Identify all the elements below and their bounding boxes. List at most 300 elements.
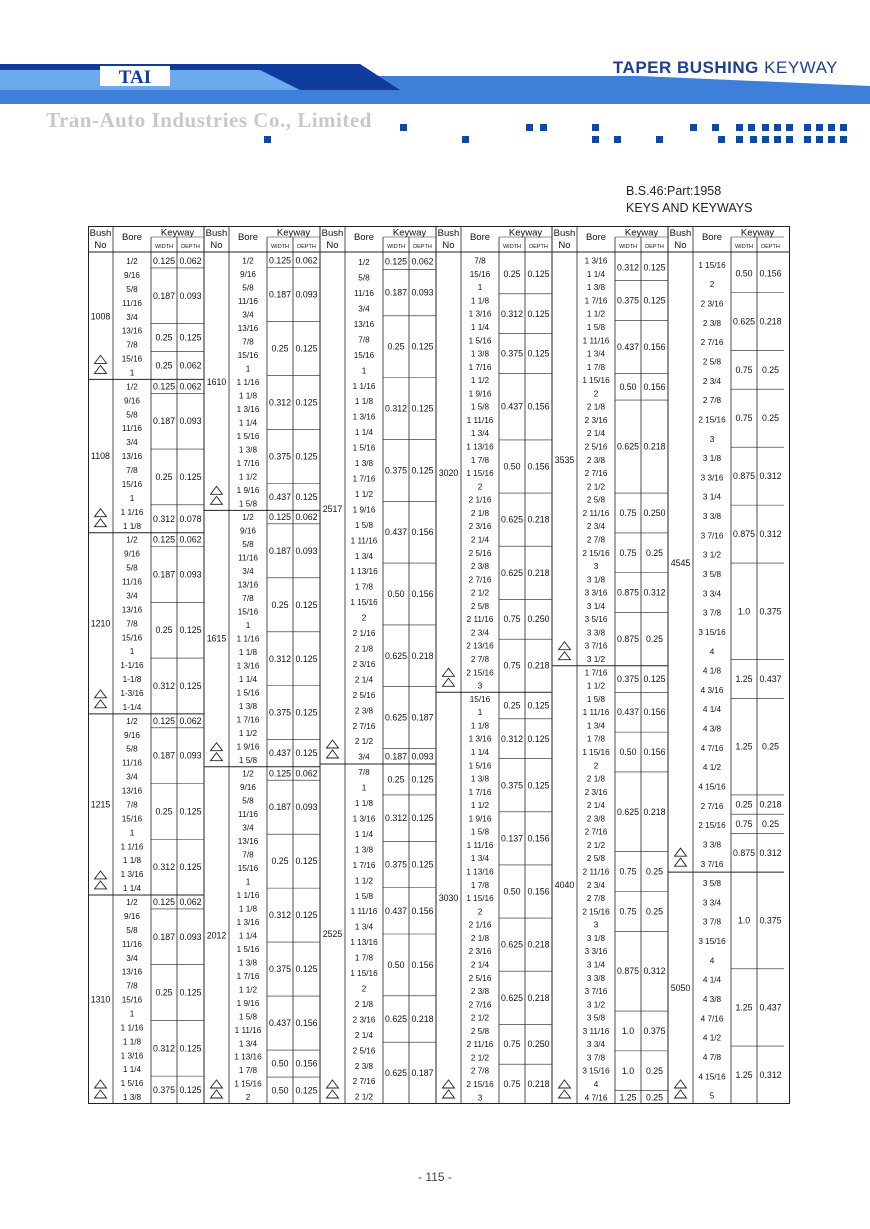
bore-value: 1 1/8 — [238, 647, 258, 657]
bore-value: 1 1/4 — [238, 674, 258, 684]
bore-value: 3/4 — [242, 567, 254, 577]
bore-value: 3 3/8 — [702, 840, 722, 850]
bore-value: 2 5/8 — [586, 495, 606, 505]
bore-value: 1 1/4 — [238, 418, 258, 428]
bore-value: 7/8 — [242, 594, 254, 604]
bore-value: 2 11/16 — [582, 867, 610, 877]
keyway-width-value: 0.312 — [500, 733, 524, 744]
bore-value: 2 1/4 — [470, 960, 490, 970]
bore-value: 1 11/16 — [582, 336, 610, 346]
bore-value: 4 7/16 — [584, 1093, 608, 1103]
keyway-depth-value: 0.125 — [527, 780, 550, 791]
bore-value: 2 1/2 — [470, 1013, 490, 1023]
bore-value: 3 — [477, 1093, 483, 1103]
bore-value: 2 7/16 — [584, 827, 608, 837]
bore-value: 2 3/16 — [352, 659, 376, 669]
header-bore: Bore — [469, 232, 491, 243]
bore-value: 3 15/16 — [698, 627, 726, 637]
bore-value: 1 1/16 — [236, 378, 260, 388]
keyway-depth-value: 0.156 — [643, 381, 666, 392]
bore-value: 3 5/8 — [702, 879, 722, 889]
bore-value: 3 3/4 — [702, 898, 722, 908]
keyway-width-value: 0.312 — [152, 862, 176, 873]
bore-value: 1 1/2 — [238, 985, 258, 995]
keyway-depth-value: 0.156 — [411, 959, 434, 970]
keyway-depth-value: 0.312 — [759, 529, 782, 540]
bore-value: 2 15/16 — [582, 907, 610, 917]
bore-value: 1 15/16 — [698, 260, 726, 270]
keyway-width-value: 0.312 — [500, 308, 524, 319]
bore-value: 3 1/8 — [586, 575, 606, 585]
bore-value: 2 7/16 — [468, 575, 492, 585]
standard-line-1: B.S.46:Part:1958 — [626, 184, 722, 198]
keyway-width-value: 0.125 — [152, 381, 176, 392]
bore-value: 2 1/4 — [586, 429, 606, 439]
bore-value: 11/16 — [122, 758, 142, 768]
caution-triangle-icon — [675, 1080, 687, 1098]
bore-value: 7/8 — [358, 768, 370, 778]
header-keyway: Keyway — [624, 227, 659, 239]
header-width: WIDTH — [734, 244, 754, 250]
keyway-width-value: 0.312 — [268, 397, 292, 408]
bore-value: 3 3/8 — [586, 628, 606, 638]
bore-value: 1 5/8 — [470, 402, 490, 412]
keyway-depth-value: 0.312 — [643, 966, 666, 977]
bore-value: 1 7/8 — [238, 1066, 258, 1076]
bore-value: 13/16 — [121, 786, 143, 796]
keyway-width-value: 0.25 — [735, 799, 753, 810]
bore-value: 3 1/8 — [702, 454, 722, 464]
bush-number: 1610 — [206, 377, 227, 388]
keyway-depth-value: 0.093 — [411, 751, 434, 762]
bore-value: 1 9/16 — [352, 505, 376, 515]
keyway-width-value: 0.625 — [500, 992, 524, 1003]
keyway-width-value: 0.625 — [616, 441, 640, 452]
keyway-width-value: 0.375 — [152, 1085, 176, 1096]
bush-number: 1210 — [90, 618, 111, 629]
keyway-width-value: 1.0 — [621, 1025, 635, 1036]
caution-triangle-icon — [443, 1080, 455, 1098]
keyway-depth-value: 0.062 — [179, 896, 202, 907]
bore-value: 2 7/8 — [702, 396, 722, 406]
bore-value: 1 — [129, 828, 135, 838]
bore-value: 1 1/4 — [122, 884, 142, 894]
keyway-width-value: 0.75 — [619, 547, 637, 558]
keyway-width-value: 0.75 — [619, 906, 637, 917]
bore-value: 3/4 — [126, 312, 138, 322]
bore-value: 1 1/8 — [354, 397, 374, 407]
bore-value: 7/8 — [242, 337, 254, 347]
bore-value: 1/2 — [358, 258, 370, 268]
bore-value: 1 3/8 — [470, 774, 490, 784]
keyway-width-value: 1.0 — [621, 1065, 635, 1076]
bore-value: 2 1/2 — [586, 840, 606, 850]
bore-value: 1 — [129, 493, 135, 503]
keyway-width-value: 0.50 — [271, 1058, 289, 1069]
bore-value: 1 1/16 — [236, 890, 260, 900]
keyway-width-value: 0.437 — [384, 527, 408, 538]
keyway-width-value: 0.125 — [152, 255, 176, 266]
bore-value: 1 5/8 — [586, 322, 606, 332]
bore-value: 3 3/16 — [584, 947, 608, 957]
keyway-depth-value: 0.125 — [411, 774, 434, 785]
header-width: WIDTH — [502, 244, 522, 250]
keyway-depth-value: 0.187 — [411, 712, 434, 723]
keyway-width-value: 0.437 — [616, 707, 640, 718]
bore-value: 2 5/16 — [468, 548, 492, 558]
caution-triangle-icon — [211, 1080, 223, 1098]
header-depth: DEPTH — [761, 244, 780, 250]
bore-value: 2 7/16 — [700, 801, 724, 811]
bore-value: 2 — [593, 389, 599, 399]
keyway-depth-value: 0.125 — [179, 1085, 202, 1096]
bore-value: 2 — [361, 984, 367, 994]
keyway-depth-value: 0.125 — [295, 1085, 318, 1096]
bore-value: 4 1/2 — [702, 1033, 722, 1043]
keyway-depth-value: 0.125 — [411, 341, 434, 352]
caution-triangle-icon — [211, 743, 223, 761]
keyway-width-value: 1.0 — [737, 606, 751, 617]
bore-value: 1 3/16 — [236, 917, 260, 927]
keyway-width-value: 0.312 — [384, 403, 408, 414]
keyway-depth-value: 0.093 — [295, 802, 318, 813]
keyway-width-value: 0.75 — [735, 818, 753, 829]
bore-value: 1 11/16 — [582, 708, 610, 718]
keyway-width-value: 0.375 — [384, 859, 408, 870]
bore-value: 1 1/8 — [122, 521, 142, 531]
bore-value: 1 — [129, 647, 135, 657]
keyway-depth-value: 0.312 — [759, 1070, 782, 1081]
keyway-width-value: 0.312 — [384, 813, 408, 824]
keyway-width-value: 0.875 — [732, 847, 756, 858]
bore-value: 1 7/16 — [352, 860, 376, 870]
keyway-width-value: 0.137 — [500, 833, 524, 844]
bore-value: 2 1/4 — [354, 1030, 374, 1040]
bore-value: 1 13/16 — [350, 567, 378, 577]
bore-value: 4 3/16 — [700, 685, 724, 695]
keyway-width-value: 0.312 — [268, 910, 292, 921]
bore-value: 11/16 — [122, 577, 142, 587]
keyway-depth-value: 0.156 — [411, 589, 434, 599]
bore-value: 2 — [245, 1093, 251, 1103]
keyway-width-value: 0.375 — [268, 707, 292, 718]
bore-value: 1 1/8 — [470, 296, 490, 306]
bore-value: 13/16 — [121, 967, 143, 977]
keyway-width-value: 0.625 — [384, 1068, 408, 1079]
keyway-width-value: 0.75 — [735, 364, 753, 375]
bore-value: 13/16 — [121, 452, 143, 462]
bore-value: 1 15/16 — [234, 1079, 262, 1089]
bore-value: 1 5/16 — [236, 688, 260, 698]
bush-number: 2012 — [206, 930, 227, 941]
bore-value: 2 — [477, 907, 483, 917]
header-no: No — [326, 240, 339, 251]
keyway-depth-value: 0.25 — [645, 906, 664, 917]
bore-value: 1 9/16 — [468, 814, 492, 824]
caution-triangle-icon — [675, 848, 687, 866]
keyway-width-value: 0.50 — [387, 589, 405, 599]
keyway-depth-value: 0.062 — [179, 534, 202, 545]
bore-value: 2 3/8 — [470, 562, 490, 572]
bore-value: 2 — [709, 280, 715, 290]
keyway-depth-value: 0.062 — [411, 256, 434, 267]
bore-value: 2 1/8 — [470, 508, 490, 518]
keyway-width-value: 1.0 — [737, 915, 751, 926]
keyway-depth-value: 0.156 — [527, 886, 550, 897]
keyway-width-value: 0.25 — [503, 700, 521, 711]
keyway-depth-value: 0.218 — [643, 806, 666, 817]
bore-value: 3 7/16 — [700, 531, 724, 541]
bore-value: 3 1/4 — [586, 960, 606, 970]
keyway-width-value: 0.50 — [387, 959, 405, 970]
bore-value: 1 3/16 — [352, 412, 376, 422]
bore-value: 2 7/8 — [470, 1066, 490, 1076]
bore-value: 2 11/16 — [466, 615, 494, 625]
keyway-width-value: 0.25 — [387, 341, 405, 352]
bore-value: 2 3/8 — [354, 1061, 374, 1071]
bore-value: 11/16 — [122, 939, 142, 949]
bore-value: 1 11/16 — [350, 536, 378, 546]
bore-value: 3 1/4 — [702, 492, 722, 502]
bore-value: 15/16 — [237, 351, 259, 361]
bore-value: 1 3/8 — [238, 701, 258, 711]
bore-value: 11/16 — [122, 298, 142, 308]
bore-value: 1 9/16 — [236, 742, 260, 752]
bore-value: 1 1/8 — [238, 391, 258, 401]
bore-value: 7/8 — [126, 466, 138, 476]
header-keyway: Keyway — [740, 227, 775, 239]
bore-value: 2 1/8 — [586, 774, 606, 784]
header-keyway: Keyway — [160, 227, 195, 239]
title-bold: TAPER BUSHING — [612, 58, 759, 77]
bore-value: 2 5/16 — [352, 1046, 376, 1056]
keyway-depth-value: 0.375 — [759, 915, 782, 926]
bore-value: 13/16 — [121, 326, 143, 336]
caution-triangle-icon — [211, 486, 223, 504]
keyway-depth-value: 0.156 — [527, 401, 550, 412]
keyway-depth-value: 0.218 — [527, 939, 550, 950]
keyway-width-value: 0.50 — [619, 747, 637, 758]
bore-value: 4 15/16 — [698, 1072, 726, 1082]
bush-number: 1108 — [91, 451, 110, 462]
bore-value: 1 1/8 — [354, 799, 374, 809]
keyway-width-value: 0.125 — [152, 534, 176, 545]
bore-value: 1 5/16 — [236, 432, 260, 442]
header-width: WIDTH — [386, 244, 406, 250]
header-bush: Bush — [205, 228, 228, 239]
bore-value: 1 — [477, 708, 483, 718]
keyway-depth-value: 0.437 — [759, 674, 782, 684]
bore-value: 2 7/8 — [586, 535, 606, 545]
keyway-width-value: 0.625 — [732, 316, 756, 327]
bore-value: 1 3/4 — [470, 854, 490, 864]
bore-value: 1 1/2 — [238, 472, 258, 482]
bore-value: 1 5/8 — [354, 891, 374, 901]
keyway-width-value: 0.375 — [616, 295, 640, 306]
bore-value: 9/16 — [124, 549, 140, 559]
bore-value: 2 1/2 — [354, 737, 374, 747]
keyway-depth-value: 0.125 — [411, 465, 434, 476]
header-bush: Bush — [669, 228, 692, 239]
title-rest: KEYWAY — [764, 58, 838, 77]
keyway-width-value: 0.875 — [616, 966, 640, 977]
bore-value: 2 3/16 — [700, 299, 724, 309]
bore-value: 15/16 — [121, 995, 143, 1005]
bore-value: 2 5/16 — [468, 973, 492, 983]
keyway-width-value: 0.312 — [152, 513, 176, 524]
keyway-depth-value: 0.125 — [295, 910, 318, 921]
keyway-width-value: 0.437 — [384, 905, 408, 916]
bore-value: 1 3/4 — [470, 429, 490, 439]
caution-triangle-icon — [443, 668, 455, 686]
bore-value: 5/8 — [242, 540, 254, 550]
bore-value: 3 3/8 — [702, 512, 722, 522]
keyway-depth-value: 0.218 — [527, 992, 550, 1003]
bore-value: 1 — [245, 877, 251, 887]
bore-value: 1 1/4 — [238, 931, 258, 941]
keyway-depth-value: 0.125 — [295, 856, 318, 867]
keyway-depth-value: 0.093 — [179, 931, 202, 942]
keyway-width-value: 0.25 — [155, 987, 173, 998]
keyway-width-value: 1.25 — [735, 1070, 753, 1081]
bore-value: 2 1/16 — [468, 920, 492, 930]
header-bore: Bore — [237, 232, 259, 243]
keyway-width-value: 0.75 — [619, 866, 637, 877]
bore-value: 13/16 — [237, 836, 259, 846]
keyway-width-value: 0.75 — [503, 660, 521, 671]
bore-value: 15/16 — [121, 479, 143, 489]
header-bush: Bush — [321, 228, 344, 239]
bore-value: 1 7/16 — [352, 474, 376, 484]
bore-value: 1 5/8 — [586, 694, 606, 704]
keyway-depth-value: 0.125 — [295, 748, 318, 759]
bore-value: 3 7/16 — [584, 641, 608, 651]
keyway-width-value: 1.25 — [619, 1092, 637, 1103]
keyway-width-value: 0.437 — [268, 748, 292, 759]
bore-value: 3 — [593, 920, 599, 930]
keyway-width-value: 0.187 — [152, 569, 176, 580]
keyway-width-value: 0.625 — [500, 514, 524, 525]
keyway-depth-value: 0.125 — [295, 599, 318, 610]
caution-triangle-icon — [559, 1080, 571, 1098]
bore-value: 3 7/16 — [700, 859, 724, 869]
bore-value: 7/8 — [126, 981, 138, 991]
keyway-depth-value: 0.125 — [527, 308, 550, 319]
bore-value: 1/2 — [242, 769, 254, 779]
bore-value: 2 3/16 — [468, 947, 492, 957]
bore-value: 4 1/4 — [702, 705, 722, 715]
keyway-width-value: 0.125 — [268, 768, 292, 779]
bore-value: 2 1/16 — [352, 629, 376, 639]
keyway-depth-value: 0.25 — [761, 413, 780, 424]
bore-value: 1/2 — [126, 716, 138, 726]
keyway-depth-value: 0.156 — [411, 905, 434, 916]
bore-value: 3/4 — [242, 823, 254, 833]
bore-value: 2 3/16 — [584, 787, 608, 797]
bore-value: 1 9/16 — [236, 486, 260, 496]
bore-value: 2 3/8 — [702, 318, 722, 328]
bore-value: 7/8 — [358, 335, 370, 345]
keyway-width-value: 1.25 — [735, 674, 753, 684]
bore-value: 9/16 — [240, 270, 256, 280]
keyway-depth-value: 0.25 — [645, 866, 664, 877]
bore-value: 1 3/8 — [470, 349, 490, 359]
caution-triangle-icon — [95, 1080, 107, 1098]
bore-value: 2 5/8 — [470, 601, 490, 611]
bore-value: 2 1/2 — [470, 588, 490, 598]
header-no: No — [442, 240, 455, 251]
bore-value: 1 1/2 — [586, 681, 606, 691]
bore-value: 13/16 — [353, 319, 375, 329]
bore-value: 1 13/16 — [234, 1052, 262, 1062]
bore-value: 9/16 — [124, 270, 140, 280]
bore-value: 1 1/16 — [120, 507, 144, 517]
keyway-depth-value: 0.125 — [411, 859, 434, 870]
keyway-depth-value: 0.250 — [643, 507, 666, 518]
bore-value: 2 3/4 — [586, 880, 606, 890]
bore-value: 2 7/16 — [352, 1077, 376, 1087]
bore-value: 1 1/2 — [354, 489, 374, 499]
keyway-width-value: 0.187 — [384, 751, 408, 762]
keyway-depth-value: 0.125 — [295, 343, 318, 354]
keyway-width-value: 0.437 — [500, 401, 524, 412]
bore-value: 15/16 — [237, 863, 259, 873]
bore-value: 2 1/2 — [470, 1053, 490, 1063]
bore-value: 2 3/8 — [354, 706, 374, 716]
bore-value: 1/2 — [242, 256, 254, 266]
bore-value: 1 1/16 — [120, 1023, 144, 1033]
keyway-width-value: 0.625 — [500, 939, 524, 950]
keyway-width-value: 0.25 — [503, 268, 521, 279]
bore-value: 2 1/8 — [354, 999, 374, 1009]
keyway-depth-value: 0.187 — [411, 1068, 434, 1079]
bore-value: 3/4 — [126, 953, 138, 963]
bore-value: 1 — [129, 368, 135, 378]
bore-value: 1 15/16 — [350, 598, 378, 608]
bore-value: 5/8 — [242, 796, 254, 806]
bore-value: 1 5/8 — [238, 1012, 258, 1022]
bore-value: 2 7/16 — [700, 338, 724, 348]
bore-value: 3 1/2 — [586, 655, 606, 664]
bore-value: 1-1/4 — [122, 702, 142, 712]
header-depth: DEPTH — [297, 244, 316, 250]
bore-value: 15/16 — [121, 633, 143, 643]
bore-value: 1/2 — [126, 257, 138, 267]
bore-value: 1 5/16 — [468, 761, 492, 771]
bore-value: 2 1/8 — [586, 402, 606, 412]
keyway-depth-value: 0.375 — [759, 606, 782, 617]
bore-value: 4 — [709, 647, 715, 657]
bore-value: 1 1/16 — [120, 842, 144, 852]
bore-value: 9/16 — [240, 526, 256, 536]
bore-value: 1 3/16 — [468, 734, 492, 744]
keyway-depth-value: 0.125 — [527, 268, 550, 279]
bore-value: 1 — [245, 364, 251, 374]
bore-value: 1 1/2 — [470, 801, 490, 811]
bore-value: 1 11/16 — [466, 840, 494, 850]
keyway-depth-value: 0.062 — [179, 255, 202, 266]
keyway-depth-value: 0.093 — [295, 289, 318, 300]
header-bush: Bush — [89, 228, 112, 239]
caution-triangle-icon — [327, 1080, 339, 1098]
bore-value: 3 7/16 — [584, 987, 608, 997]
bore-value: 1 7/8 — [470, 880, 490, 890]
keyway-width-value: 0.625 — [384, 712, 408, 723]
bore-value: 1-3/16 — [120, 689, 144, 698]
keyway-width-value: 0.25 — [155, 471, 173, 482]
bore-value: 1 9/16 — [236, 998, 260, 1008]
bore-value: 11/16 — [354, 289, 374, 299]
